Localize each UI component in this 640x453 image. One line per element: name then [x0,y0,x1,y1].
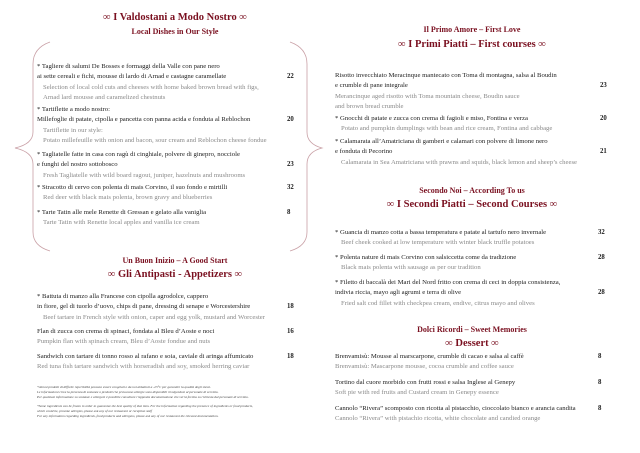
local-section-subtitle: Local Dishes in Our Style [131,27,219,36]
antipasti-menu-item [37,352,253,373]
item-name-line: Cannolo “Rivera” scomposto con ricotta al pistacchio, cioccolato bianco e arancia candita [335,405,576,412]
item-name-line: e funghi del nostro sottobosco [37,161,118,169]
local-item-price: 22 [287,73,294,81]
allergen-footnote: *Alcuni prodotti di difficile reperibilità possono essere congelati o da noi abbattuti a -25°C per garantire la qualità degli stessi. [37,385,211,389]
dessert-section-subtitle: Dolci Ricordi – Sweet Memories [417,325,527,334]
antipasti-section-subtitle: Un Buon Inizio – A Good Start [122,256,228,265]
item-translation-line: Soft pie with red fruits and Custard cream in Genepy essence [335,389,499,397]
item-translation-line: Red tuna fish tartare sandwich with horseradish and soy, smoked herring caviar [37,363,250,371]
item-translation-line: Beef cheek cooked at low temperature with winter black truffle potatoes [341,239,535,247]
secondi-menu-item [335,253,516,274]
secondi-item-price: 28 [598,289,605,297]
item-translation-line: Fried salt cod fillet with checkpea cream, endive, citrus mayo and olives [341,299,535,307]
item-name-line: e crumble di pane integrale [335,82,408,90]
allergen-footnote: Per qualsiasi informazione su sostanze e allergeni è possibile consultare l’apposita documentazione che verrà fornita su richiesta dal personale di servizio. [37,395,249,400]
item-translation-line: Selection of local cold cuts and cheeses with home baked brown bread with figs, [43,83,259,91]
local-item-price: 8 [287,209,291,216]
item-translation-line: Tarte Tatin with Renette local apples and vanilla ice cream [43,219,200,227]
dessert-menu-item [335,404,576,425]
antipasti-item-price: 18 [287,353,294,360]
item-name-line: * Tagliere di salumi De Bosses e formaggi della Valle con pane nero [37,63,220,70]
secondi-menu-item [335,278,560,309]
primi-menu-item [335,71,557,112]
item-translation-line: and brown bread crumble [335,102,404,110]
item-name-line: in fiore, gel di tuorlo d’uovo, chips di pane, dressing di senape e Worcestershire [37,303,251,311]
item-translation-line: Tartiflette in our style: [43,126,103,134]
secondi-item-price: 28 [598,254,605,261]
dessert-item-price: 8 [598,353,602,360]
item-translation-line: Merancinque aged risotto with Toma mountain cheese, Boudin sauce [335,92,520,100]
local-menu-item [37,62,259,103]
local-item-price: 32 [287,184,294,191]
item-name-line: Brenvamisù: Mousse al marscarpone, crumble di cacao e salsa al caffè [335,353,524,360]
antipasti-item-price: 18 [287,303,294,311]
item-translation-line: Fresh Tagliatelle with wild board ragout, juniper, hazelnuts and mushrooms [43,171,246,179]
allergen-footnote: Le informazioni circa la presenza di sostanze o prodotti che provocano allergie sono disponibili rivolgendosi al personale di servizio. [37,390,219,395]
antipasti-section-title: ∞ Gli Antipasti - Appetizers ∞ [107,269,243,280]
item-translation-line: Pumpkin flan with spinach cream, Bleu d’Aoste fondue and nuts [37,338,211,346]
item-translation-line: Red deer with black mais polenta, brown gravy and blueberries [43,194,213,202]
allergen-footnote: *Some ingredients can be frozen in order to guarantee the best quality of that item. For the information regarding the presence of ingredients or food products, [37,403,253,408]
item-translation-line: Arnad lard mousse and caramelized chestnuts [43,93,166,101]
item-name-line: * Battuta di manzo alla Francese con cipolla agrodolce, cappero [37,293,209,300]
antipasti-item-price: 16 [287,328,294,335]
item-translation-line: Black mais polenta with sausage as per our tradition [341,264,481,272]
item-translation-line: Cannolo “Rivera” with pistachio ricotta, white chocolate and candied orange [335,415,541,423]
secondi-item-price: 32 [598,229,605,236]
item-translation-line: Potato and pumpkin dumplings with bean and rice cream, Fontina and cabbage [341,125,553,133]
dessert-item-price: 8 [598,379,602,386]
allergen-footnote: which could be, provoke allergies, please ask any of our restaurant or reception staff [37,408,153,413]
antipasti-menu-item [37,327,214,348]
item-name-line: Sandwich con tartare di tonno rosso al rafano e soia, caviale di aringa affumicato [37,353,254,360]
item-name-line: * Tarte Tatin alle mele Renette di Gressan e gelato alla vaniglia [37,209,207,216]
item-translation-line: Potato millefeuille with onion and bacon, sour cream and Reblochon cheese fondue [43,136,267,144]
item-name-line: * Polenta nature di mais Corvino con salsiccetta come da tradizione [335,254,517,261]
primi-item-price: 20 [600,115,607,122]
item-name-line: * Tartiflette a modo nostro: [37,106,110,113]
item-name-line: * Tagliatelle fatte in casa con ragù di cinghiale, polvere di ginepro, nocciole [37,151,240,158]
local-item-price: 20 [287,116,294,124]
item-translation-line: Brenvamisù: Mascarpone mousse, cocoa crumble and coffee sauce [335,363,514,371]
dessert-item-price: 8 [598,405,602,412]
item-name-line: * Stracotto di cervo con polenta di mais Corvino, il suo fondo e mirtilli [37,184,228,191]
item-name-line: ai sette cereali e fichi, mousse di lardo di Arnad e castagne caramellate [37,73,227,81]
dessert-menu-item [335,378,515,399]
item-name-line: * Gnocchi di patate e zucca con crema di fagioli e miso, Fontina e verza [335,115,528,122]
item-name-line: Tortino dal cuore morbido con frutti rossi e salsa Inglese al Genepy [335,379,516,386]
item-translation-line: Calamarata in Sea Amatriciana with prawns and squids, black lemon and sheep’s cheese [341,158,578,166]
local-menu-item [37,208,206,229]
primi-menu-item [335,114,552,135]
secondi-section-title: ∞ I Secondi Piatti – Second Courses ∞ [386,199,558,210]
secondi-section-subtitle: Secondo Noi – According To us [419,186,525,195]
item-name-line: Millefoglie di patate, cipolla e pancetta con panna acida e fonduta al Reblochon [37,116,251,124]
item-name-line: Flan di zucca con crema di spinaci, fondata al Bleu d’Aoste e noci [37,328,215,335]
item-name-line: * Guancia di manzo cotta a bassa temperatura e patate al tartufo nero invernale [335,229,547,236]
primi-section-subtitle: Il Primo Amore – First Love [423,25,521,34]
primi-menu-item [335,137,577,168]
item-translation-line: Beef tartare in French style with onion, caper and egg yolk, mustard and Worcester [43,313,265,321]
local-menu-item [37,183,227,204]
item-name-line: * Filetto di baccalà dei Mari del Nord fritto con crema di ceci in doppia consistenza, [335,279,561,286]
primi-item-price: 23 [600,82,607,90]
primi-section-title: ∞ I Primi Piatti – First courses ∞ [398,39,546,50]
local-item-price: 23 [287,161,294,169]
allergen-footnote: For any information regarding ingredients, food products and allergens, please ask any of our restaurant the relevant documentation. [37,414,219,418]
secondi-menu-item [335,228,546,249]
item-name-line: * Calamarata all’Amatriciana di gamberi e calamari con polvere di limone nero [335,138,548,145]
item-name-line: e fonduta di Pecorino [335,148,393,156]
dessert-section-title: ∞ Dessert ∞ [445,338,499,349]
antipasti-menu-item [37,292,265,323]
item-name-line: indivia riccia, mayo agli agrumi e terra di olive [335,289,462,297]
dessert-menu-item [335,352,524,373]
item-name-line: Risotto invecchiato Meracinque mantecato con Toma di montagna, salsa al Boudin [335,72,557,79]
primi-item-price: 21 [600,148,607,156]
local-menu-item [37,150,245,181]
local-section-title: ∞ I Valdostani a Modo Nostro ∞ [103,12,247,23]
local-menu-item [37,105,267,146]
